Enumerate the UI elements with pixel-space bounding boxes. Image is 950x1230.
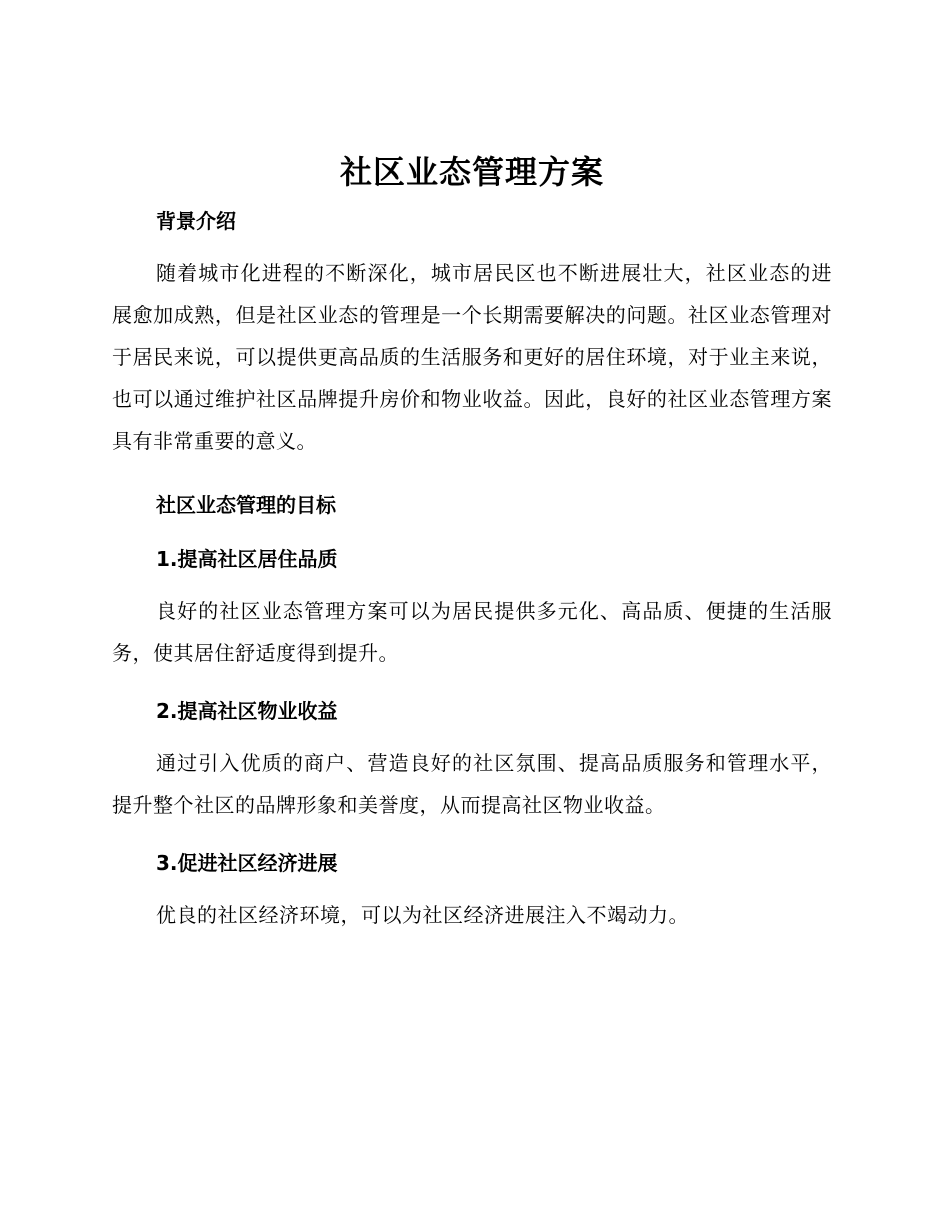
- paragraph-goal-2: 通过引入优质的商户、营造良好的社区氛围、提高品质服务和管理水平，提升整个社区的品牌形象和美誉度，从而提高社区物业收益。: [112, 751, 832, 817]
- paragraph-goal-3: 优良的社区经济环境，可以为社区经济进展注入不竭动力。: [156, 903, 689, 927]
- subheading-goal-2: 2.提高社区物业收益: [156, 699, 338, 723]
- paragraph-background: 随着城市化进程的不断深化，城市居民区也不断进展壮大，社区业态的进展愈加成熟，但是社区业态的管理是一个长期需要解决的问题。社区业态管理对于居民来说，可以提供更高品质的生活服务和更好的居住环境，对于业主来说，也可以通过维护社区品牌提升房价和物业收益。因此，良好的社区业态管理方案具有非常重要的意义。: [112, 261, 832, 453]
- subheading-goal-3: 3.促进社区经济进展: [156, 851, 338, 875]
- document-page: [112, 148, 832, 936]
- subheading-goal-1: 1.提高社区居住品质: [156, 547, 338, 571]
- section-heading-goals: 社区业态管理的目标: [156, 493, 336, 517]
- paragraph-goal-1: 良好的社区业态管理方案可以为居民提供多元化、高品质、便捷的生活服务，使其居住舒适度得到提升。: [112, 599, 832, 665]
- section-heading-background: 背景介绍: [156, 209, 236, 233]
- document-title: 社区业态管理方案: [339, 153, 604, 191]
